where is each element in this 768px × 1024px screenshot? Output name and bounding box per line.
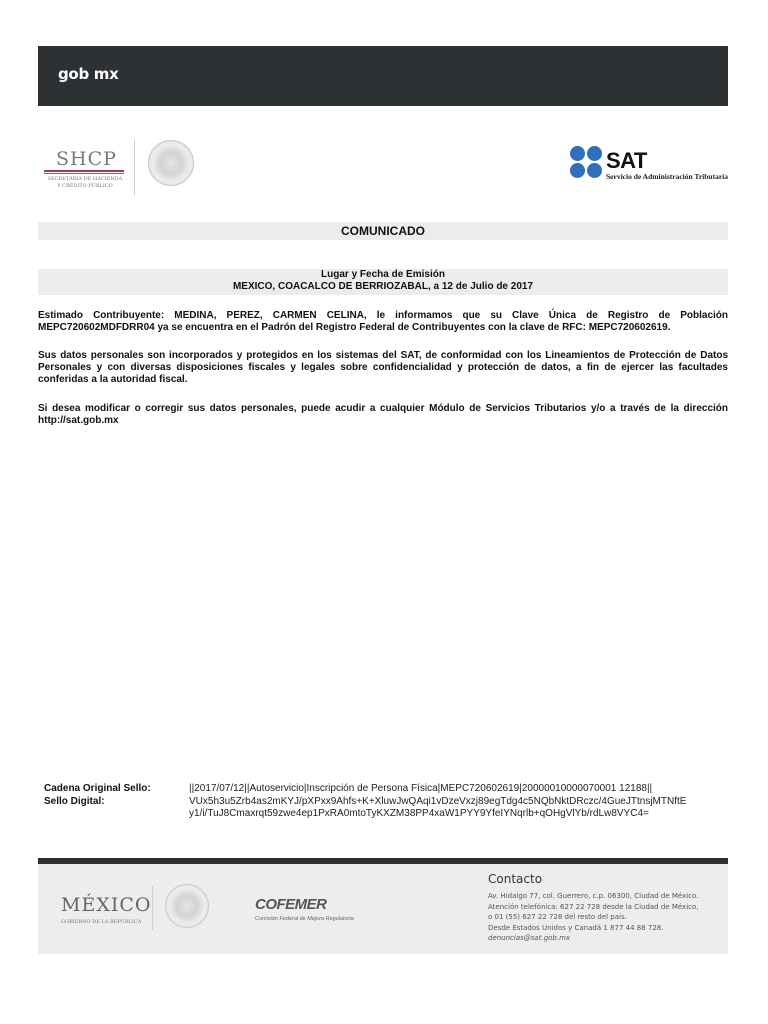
cofemer-name: COFEMER (255, 896, 327, 913)
gob-mx-bar (38, 46, 728, 106)
paragraph-contribuyente: Estimado Contribuyente: MEDINA, PEREZ, CARMEN CELINA, le informamos que su Clave Única de Registro de Población MEPC720602MDFDRR04 ya se encuentra en el Padrón del Registro Federal de Contribuyentes con la clave de RFC: MEPC720602619. (38, 310, 728, 333)
mexico-subtitle: GOBIERNO DE LA REPÚBLICA (61, 919, 142, 925)
sat-dots-icon (570, 146, 604, 180)
contact-line: Atención telefónica: 627 22 728 desde la Ciudad de México, (488, 902, 699, 911)
sat-name: SAT (606, 148, 647, 173)
sello-digital-line2: y1/i/TuJ8Cmaxrqt59zwe4ep1PxRA0mtoTyKXZM38PP4xaW1PYY9YfeIYNqrlb+qOHgVlYb/rdLw8VYC4= (189, 808, 649, 819)
sat-subtitle: Servicio de Administración Tributaria (606, 172, 729, 181)
shcp-rule (44, 170, 124, 172)
cadena-value: ||2017/07/12||Autoservicio|Inscripción de Persona Física|MEPC720602619|20000010000070001 12188|| (189, 783, 653, 794)
cadena-label: Cadena Original Sello: (44, 783, 151, 794)
place-value: MEXICO, COACALCO DE BERRIOZABAL, a 12 de Julio de 2017 (232, 281, 534, 292)
shcp-subtitle (46, 176, 124, 190)
sello-digital-line1: VUx5h3u5Zrb4as2mKYJ/pXPxx9Ahfs+K+XluwJwQAqi1vDzeVxzj89egTdg4c5NQbNktDRczc/4GueJTtnsjMTNftE (189, 796, 687, 807)
contact-line: Desde Estados Unidos y Canadá 1 877 44 88 728. (488, 923, 664, 932)
shcp-logo (42, 140, 202, 195)
cofemer-subtitle: Comisión Federal de Mejora Regulatoria (255, 916, 354, 922)
contact-block (488, 872, 723, 944)
paragraph-modificar: Si desea modificar o corregir sus datos personales, puede acudir a cualquier Módulo de Servicios Tributarios y/o a través de la dirección http://sat.gob.mx (38, 403, 728, 426)
place-date-band (38, 269, 728, 295)
cofemer-logo (255, 894, 354, 928)
place-label: Lugar y Fecha de Emisión (321, 269, 445, 280)
sat-logo (570, 146, 730, 182)
shcp-subtitle-line2: Y CRÉDITO PÚBLICO (57, 183, 113, 189)
footer (38, 864, 728, 954)
national-seal-icon (148, 140, 194, 186)
document-title-band (38, 222, 728, 240)
paragraph-datos-personales: Sus datos personales son incorporados y protegidos en los sistemas del SAT, de conformidad con los Lineamientos de Protección de Datos Personales y con diversas disposiciones fiscales y legales sobre confidencialidad y protección de datos, a fin de ejercer las facultades conferidas a la autoridad fiscal. (38, 350, 728, 385)
contact-line: Av. Hidalgo 77, col. Guerrero, c.p. 06300, Ciudad de México. (488, 892, 699, 900)
sello-digital-label: Sello Digital: (44, 796, 105, 807)
mexico-name: MÉXICO (61, 894, 152, 916)
gob-mx-logo[interactable]: gob mx (58, 65, 119, 83)
shcp-name: SHCP (56, 148, 117, 170)
footer-seal-icon (165, 884, 209, 928)
shcp-divider (134, 140, 135, 195)
mexico-divider (152, 886, 153, 930)
contact-email-link[interactable]: denuncias@sat.gob.mx (488, 934, 571, 942)
contact-title: Contacto (488, 872, 543, 886)
contact-line: o 01 (55) 627 22 728 del resto del país. (488, 913, 627, 921)
document-title: COMUNICADO (341, 224, 425, 238)
shcp-rule-green (44, 173, 124, 174)
shcp-subtitle-line1: SECRETARÍA DE HACIENDA (47, 176, 123, 182)
